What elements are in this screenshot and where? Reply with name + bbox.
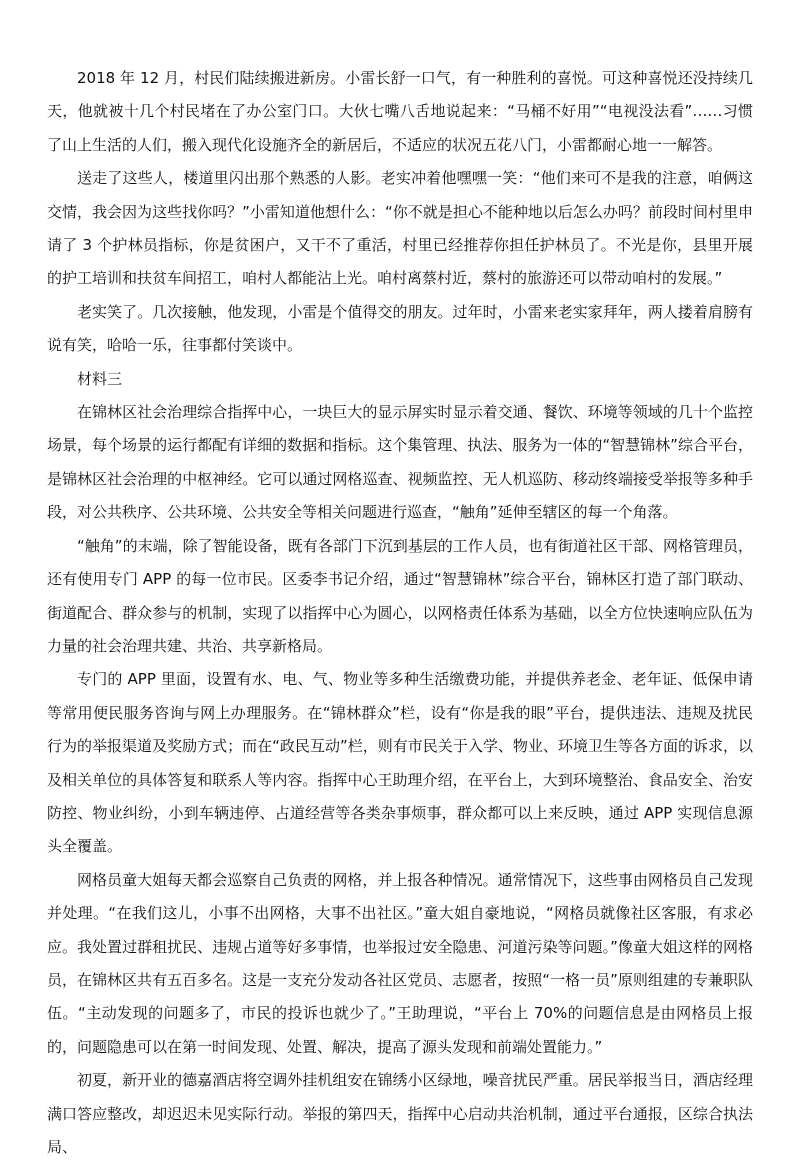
paragraph: 2018 年 12 月，村民们陆续搬进新房。小雷长舒一口气，有一种胜利的喜悦。可这种喜悦还没持续几天，他就被十几个村民堵在了办公室门口。大伙七嘴八舌地说起来：“马桶不好用”“电视没法看”……习惯了山上生活的人们，搬入现代化设施齐全的新居后，不适应的状况五花八门，小雷都耐心地一一解答。: [47, 69, 753, 154]
paragraph: 网格员童大姐每天都会巡察自己负责的网格，并上报各种情况。通常情况下，这些事由网格员自己发现并处理。“在我们这儿，小事不出网格，大事不出社区。”童大姐自豪地说，“网格员就像社区客服，有求必应。我处置过群租扰民、违规占道等好多事情，也举报过安全隐患、河道污染等问题。”像童大姐这样的网格员，在锦林区共有五百多名。这是一支充分发动各社区党员、志愿者，按照“一格一员”原则组建的专兼职队伍。“主动发现的问题多了，市民的投诉也就少了。”王助理说，“平台上 70%的问题信息是由网格员上报的，问题隐患可以在第一时间发现、处置、解决，提高了源头发现和前端处置能力。”: [47, 870, 753, 1056]
paragraph: 送走了这些人，楼道里闪出那个熟悉的人影。老实冲着他嘿嘿一笑：“他们来可不是我的注意，咱俩这交情，我会因为这些找你吗？”小雷知道他想什么：“你不就是担心不能种地以后怎么办吗？前段时间村里申请了 3 个护林员指标，你是贫困户，又干不了重活，村里已经推荐你担任护林员了。不光是你，县里开展的护工培训和扶贫车间招工，咱村人都能沾上光。咱村离蔡村近，蔡村的旅游还可以带动咱村的发展。”: [47, 169, 754, 288]
document-body: [47, 62, 753, 1164]
paragraph: “触角”的末端，除了智能设备，既有各部门下沉到基层的工作人员，也有街道社区干部、网格管理员，还有使用专门 APP 的每一位市民。区委李书记介绍，通过“智慧锦林”综合平台，锦林区打造了部门联动、街道配合、群众参与的机制，实现了以指挥中心为圆心，以网格责任体系为基础，以全方位快速响应队伍为力量的社会治理共建、共治、共享新格局。: [47, 536, 753, 655]
paragraph: 老实笑了。几次接触，他发现，小雷是个值得交的朋友。过年时，小雷来老实家拜年，两人搂着肩膀有说有笑，哈哈一乐，往事都付笑谈中。: [47, 302, 753, 355]
paragraph: 专门的 APP 里面，设置有水、电、气、物业等多种生活缴费功能，并提供养老金、老年证、低保申请等常用便民服务咨询与网上办理服务。在“锦林群众”栏，设有“你是我的眼”平台，提供违法、违规及扰民行为的举报渠道及奖励方式；而在“政民互动”栏，则有市民关于入学、物业、环境卫生等各方面的诉求，以及相关单位的具体答复和联系人等内容。指挥中心王助理介绍，在平台上，大到环境整治、食品安全、治安防控、物业纠纷，小到车辆违停、占道经营等各类杂事烦事，群众都可以上来反映，通过 APP 实现信息源头全覆盖。: [47, 670, 753, 856]
section-heading: 材料三: [77, 369, 123, 388]
paragraph: 初夏，新开业的德嘉酒店将空调外挂机组安在锦绣小区绿地，噪音扰民严重。居民举报当日，酒店经理满口答应整改，却迟迟未见实际行动。举报的第四天，指挥中心启动共治机制，通过平台通报，区综合执法局、: [47, 1071, 753, 1156]
paragraph: 在锦林区社会治理综合指挥中心，一块巨大的显示屏实时显示着交通、餐饮、环境等领域的几十个监控场景，每个场景的运行都配有详细的数据和指标。这个集管理、执法、服务为一体的“智慧锦林”综合平台，是锦林区社会治理的中枢神经。它可以通过网格巡查、视频监控、无人机巡防、移动终端接受举报等多种手段，对公共秩序、公共环境、公共安全等相关问题进行巡查，“触角”延伸至辖区的每一个角落。: [47, 403, 753, 522]
